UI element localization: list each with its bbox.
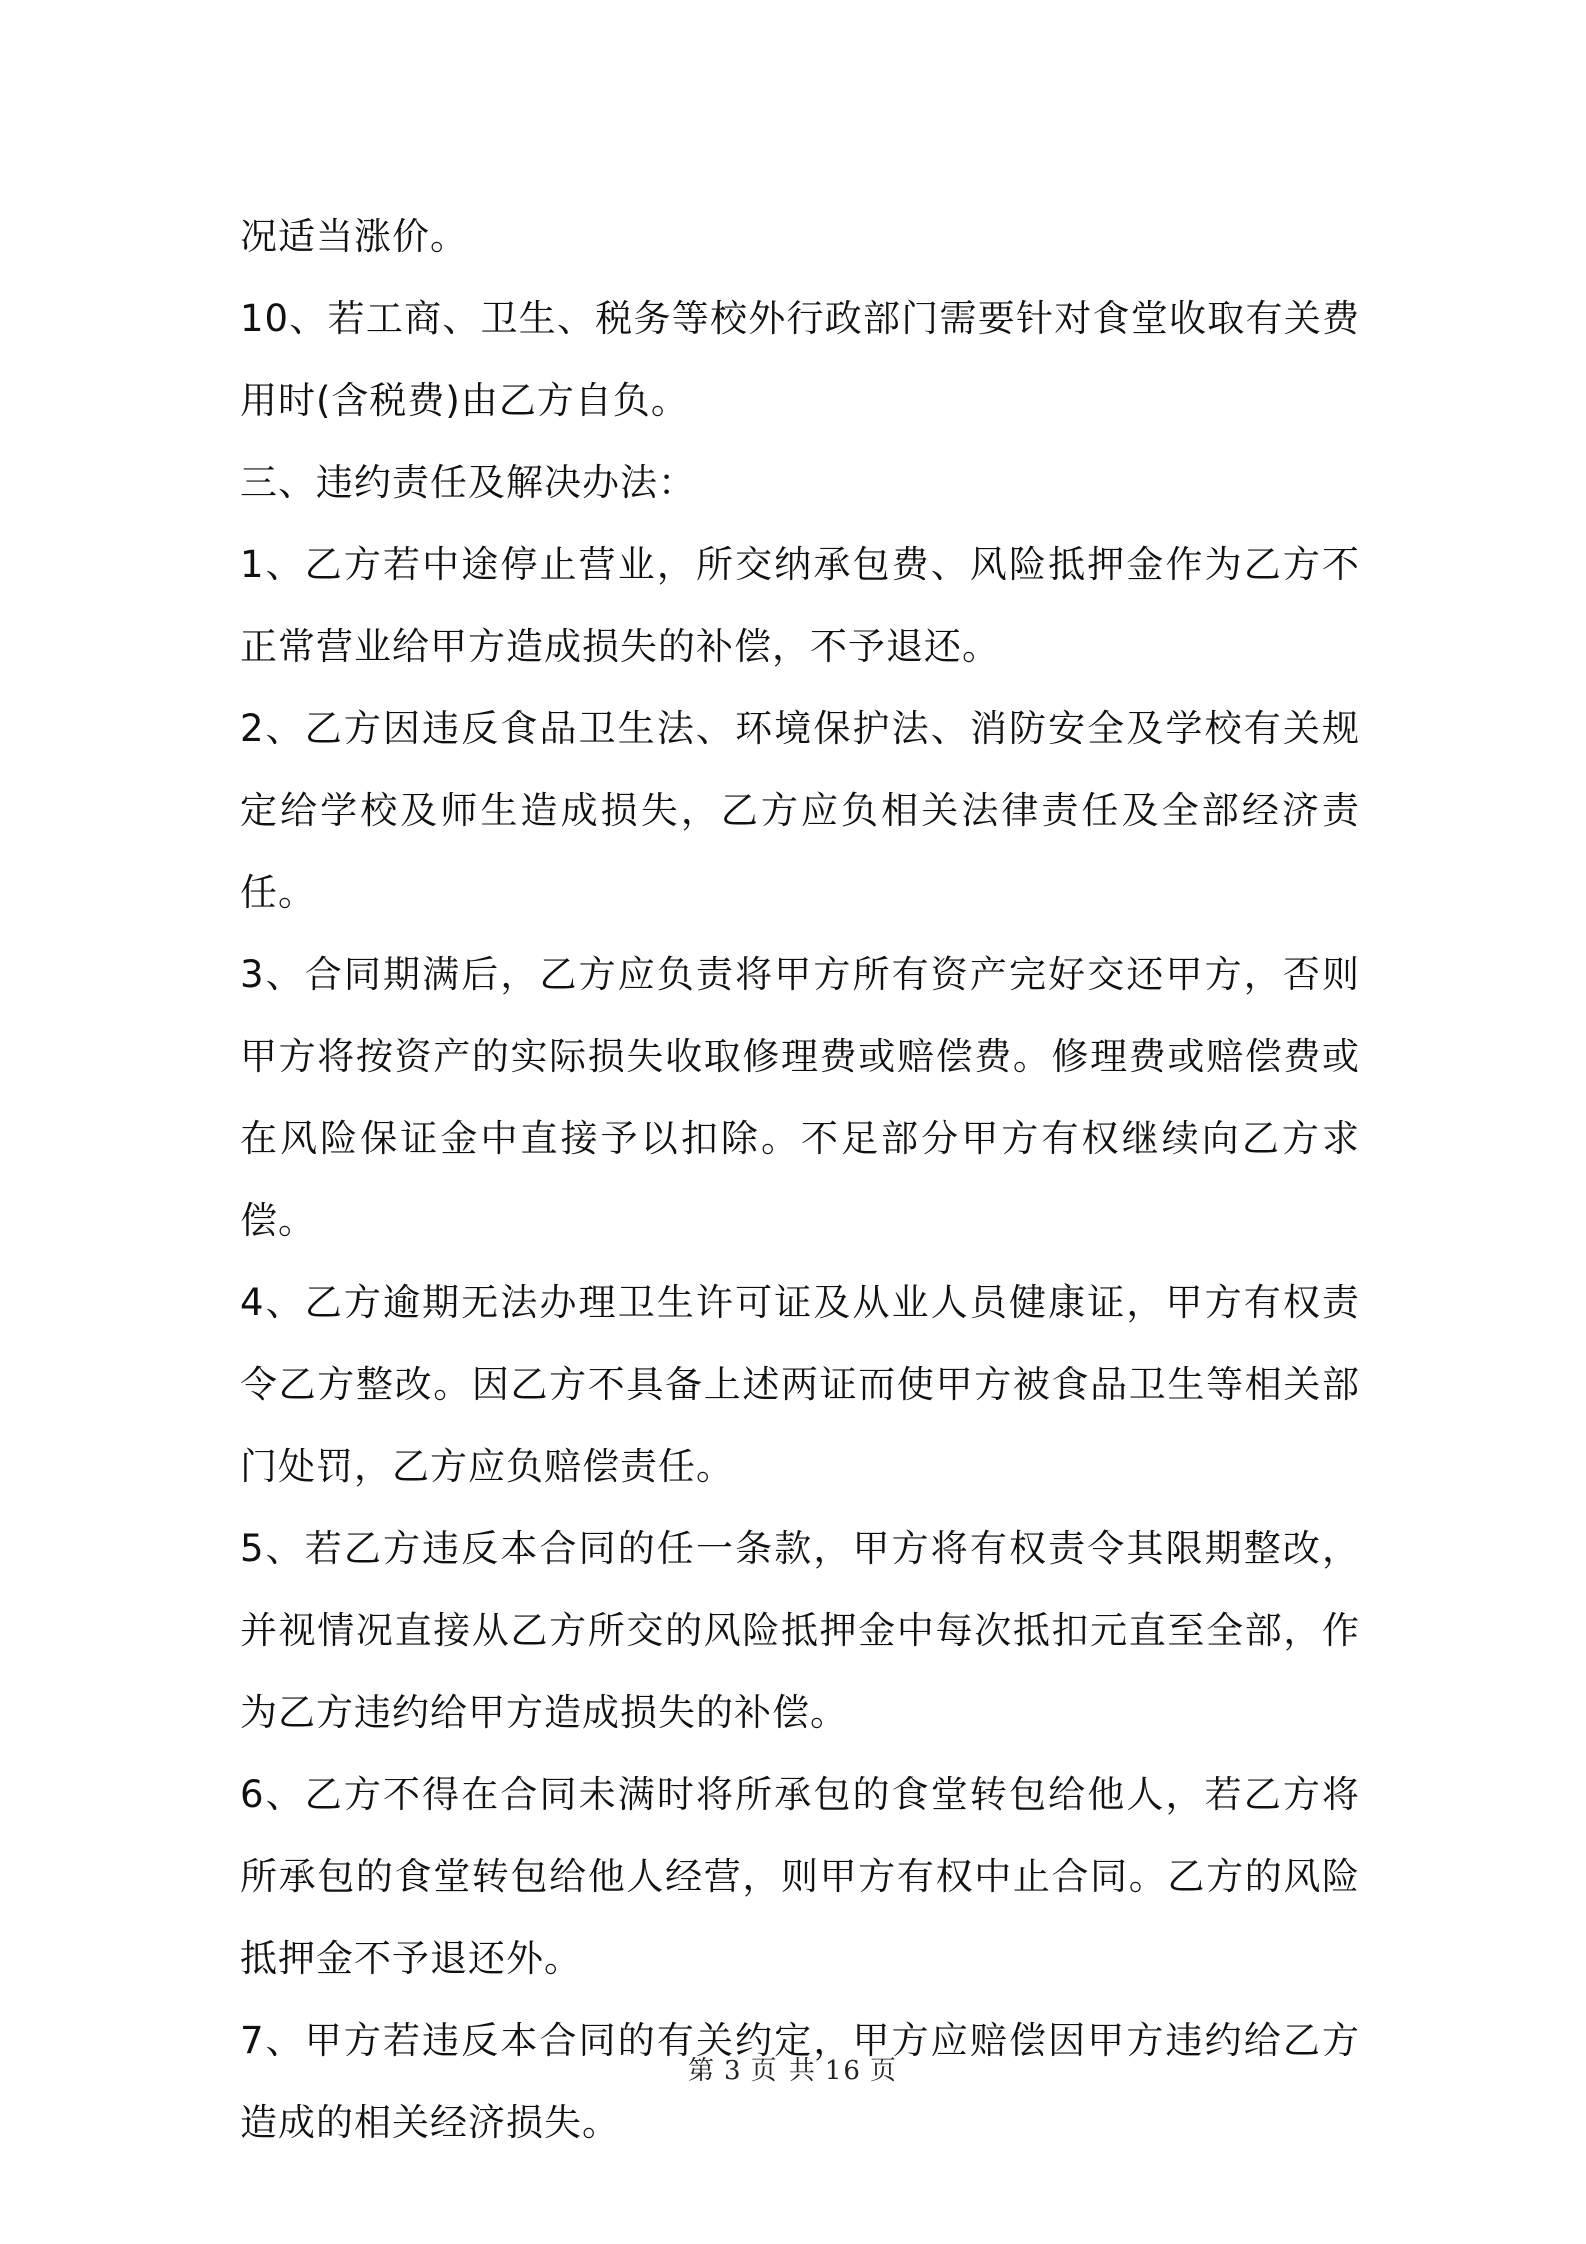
footer-total-pages: 16 [824,2056,862,2086]
paragraph: 5、若乙方违反本合同的任一条款，甲方将有权责令其限期整改，并视情况直接从乙方所交的风险抵押金中每次抵扣元直至全部，作为乙方违约给甲方造成损失的补偿。 [240,1527,1360,1734]
paragraph: 3、合同期满后，乙方应负责将甲方所有资产完好交还甲方，否则甲方将按资产的实际损失收取修理费或赔偿费。修理费或赔偿费或在风险保证金中直接予以扣除。不足部分甲方有权继续向乙方求偿。 [240,953,1360,1242]
paragraph: 1、乙方若中途停止营业，所交纳承包费、风险抵押金作为乙方不正常营业给甲方造成损失的补偿，不予退还。 [240,543,1360,668]
section-heading: 三、违约责任及解决办法： [240,461,696,504]
footer-suffix: 页 [869,2056,898,2086]
paragraph: 7、甲方若违反本合同的有关约定，甲方应赔偿因甲方违约给乙方造成的相关经济损失。 [240,2019,1360,2144]
page-footer [0,2050,1586,2087]
paragraph: 2、乙方因违反食品卫生法、环境保护法、消防安全及学校有关规定给学校及师生造成损失，乙方应负相关法律责任及全部经济责任。 [240,707,1360,914]
footer-page-number: 3 [724,2056,743,2086]
footer-middle: 页 共 [750,2056,817,2086]
paragraph: 4、乙方逾期无法办理卫生许可证及从业人员健康证，甲方有权责令乙方整改。因乙方不具备上述两证而使甲方被食品卫生等相关部门处罚，乙方应负赔偿责任。 [240,1281,1360,1488]
paragraph: 况适当涨价。 [240,215,468,258]
document-body [240,196,1360,2164]
footer-prefix: 第 [688,2056,717,2086]
paragraph: 10、若工商、卫生、税务等校外行政部门需要针对食堂收取有关费用时(含税费)由乙方自负。 [240,297,1360,422]
paragraph: 6、乙方不得在合同未满时将所承包的食堂转包给他人，若乙方将所承包的食堂转包给他人经营，则甲方有权中止合同。乙方的风险抵押金不予退还外。 [240,1773,1360,1980]
